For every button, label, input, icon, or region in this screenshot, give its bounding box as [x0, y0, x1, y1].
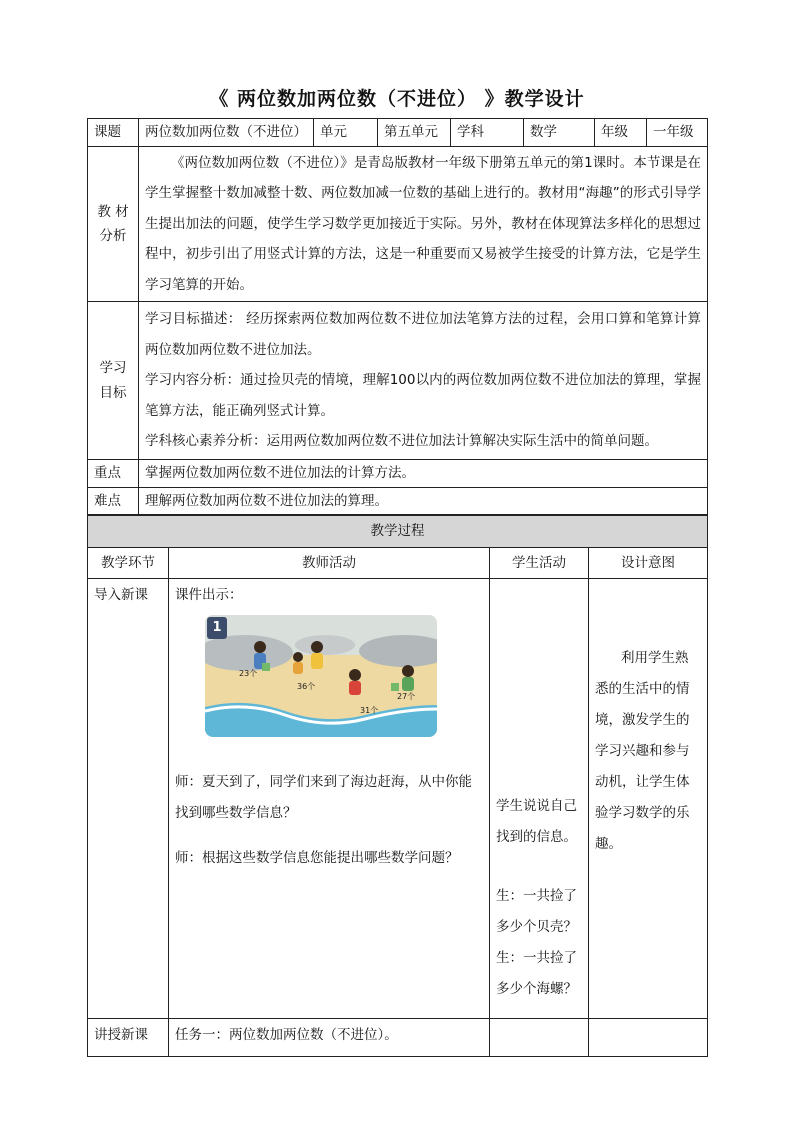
- header-student: 学生活动: [490, 548, 589, 579]
- teacher-teach: 任务一：两位数加两位数（不进位）。: [169, 1019, 490, 1057]
- student-intro: [490, 579, 589, 1019]
- beach-scene-image: [205, 615, 437, 737]
- teacher-question-1: 师：夏天到了，同学们来到了海边赶海，从中你能找到哪些数学信息？: [175, 774, 472, 822]
- teacher-intro: [169, 579, 490, 1019]
- student-response-3: 生：一共捡了多少个海螺？: [496, 950, 577, 997]
- unit-value: 第五单元: [378, 119, 451, 147]
- label-31: 31个: [360, 706, 379, 716]
- analysis-text: 《两位数加两位数（不进位）》是青岛版教材一年级下册第五单元的第1课时。本节课是在学生掌握整十数加减整十数、两位数加减一位数的基础上进行的。教材用“海趣”的形式引导学生提出加法的问题，使学生学习数学更加接近于实际。另外，教材在体现算法多样化的思想过程中，初步引出了用竖式计算的方法，这是一种重要而又易被学生接受的计算方法，它是学生学习笔算的开始。: [139, 147, 708, 302]
- goal-content-analysis: 学习内容分析：通过捡贝壳的情境，理解100以内的两位数加两位数不进位加法的算理，掌握笔算方法，能正确列竖式计算。: [145, 372, 701, 419]
- analysis-label: 教 材 分析: [88, 147, 139, 302]
- difficulty-text: 理解两位数加两位数不进位加法的算理。: [139, 488, 708, 515]
- grade-label: 年级: [595, 119, 647, 147]
- header-intent: 设计意图: [589, 548, 708, 579]
- difficulty-label: 难点: [88, 488, 139, 515]
- header-teacher: 教师活动: [169, 548, 490, 579]
- beach-illustration: [205, 615, 437, 737]
- header-stage: 教学环节: [88, 548, 169, 579]
- student-response-1: 学生说说自己找到的信息。: [496, 798, 577, 845]
- unit-label: 单元: [314, 119, 378, 147]
- info-table: [87, 118, 708, 515]
- goal-description: 学习目标描述： 经历探索两位数加两位数不进位加法笔算方法的过程，会用口算和笔算计算两位数加两位数不进位加法。: [145, 311, 701, 358]
- page-title: 《 两位数加两位数（不进位） 》教学设计: [209, 88, 585, 110]
- grade-value: 一年级: [647, 119, 708, 147]
- intent-intro: 利用学生熟悉的生活中的情境，激发学生的学习兴趣和参与动机，让学生体验学习数学的乐趣。: [589, 579, 708, 1019]
- key-text: 掌握两位数加两位数不进位加法的计算方法。: [139, 460, 708, 488]
- intent-teach: [589, 1019, 708, 1057]
- process-table: [87, 515, 708, 1057]
- label-36: 36个: [297, 682, 316, 692]
- goals-label: 学习 目标: [88, 302, 139, 460]
- key-label: 重点: [88, 460, 139, 488]
- stage-teach: 讲授新课: [88, 1019, 169, 1057]
- courseware-text: 课件出示：: [175, 587, 243, 603]
- goals-text: [139, 302, 708, 460]
- process-section-title: 教学过程: [88, 516, 708, 548]
- label-23: 23个: [239, 669, 258, 679]
- topic-value: 两位数加两位数（不进位）: [139, 119, 314, 147]
- student-teach: [490, 1019, 589, 1057]
- subject-label: 学科: [451, 119, 524, 147]
- stage-intro: 导入新课: [88, 579, 169, 1019]
- topic-label: 课题: [88, 119, 139, 147]
- exercise-number-badge: 1: [207, 617, 227, 639]
- teacher-question-2: 师：根据这些数学信息您能提出哪些数学问题？: [175, 850, 459, 867]
- label-27: 27个: [397, 692, 416, 702]
- subject-value: 数学: [524, 119, 595, 147]
- goal-core-literacy: 学科核心素养分析：运用两位数加两位数不进位加法计算解决实际生活中的简单问题。: [145, 433, 658, 450]
- student-response-2: 生：一共捡了多少个贝壳？: [496, 888, 577, 935]
